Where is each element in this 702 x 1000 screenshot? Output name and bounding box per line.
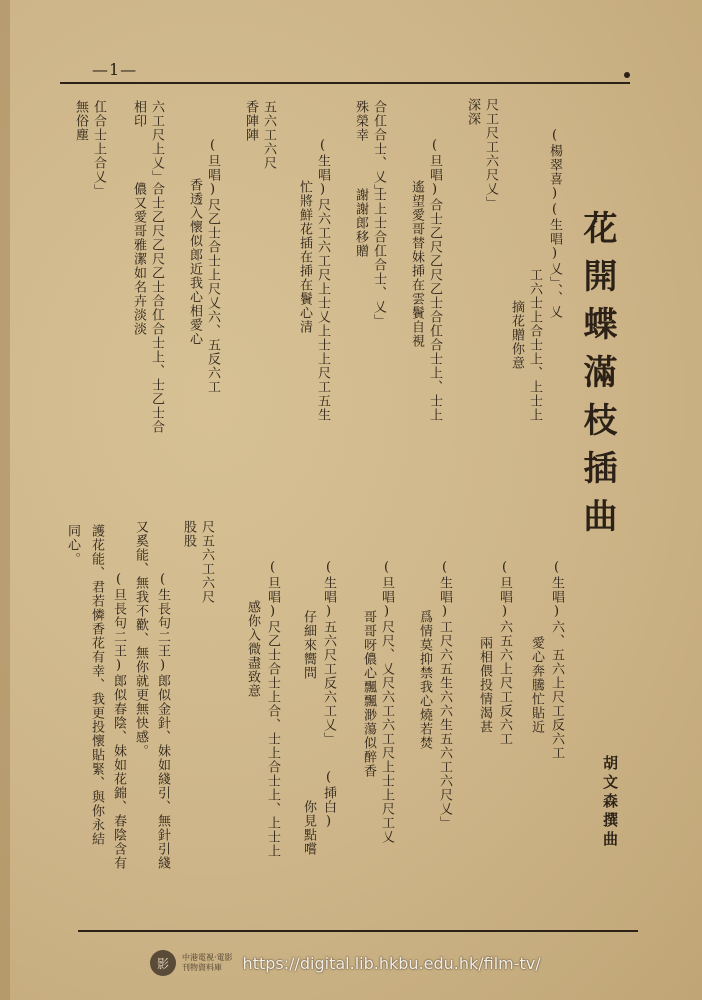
- page-number: —1—: [92, 60, 138, 79]
- lower-column: (生唱)工尺六五生六六生五六工六尺乂」: [437, 560, 452, 830]
- upper-column: 合仜合士、乂」: [371, 100, 386, 198]
- watermark-org-line: 中港電視·電影: [182, 953, 233, 963]
- song-title: 花開蝶滿枝插曲: [577, 210, 617, 546]
- lower-column: 你見點嚐: [301, 800, 316, 856]
- upper-column: 香透入懷似郎近我心相愛心: [187, 178, 202, 346]
- upper-column: 工六士上合士上、上士上: [527, 268, 542, 422]
- lower-column: 哥哥呀儂心飄飄渺蕩似醉香: [361, 610, 376, 778]
- upper-column: 遙望愛哥替妹揷在雲鬢自視: [409, 180, 424, 348]
- composer-credit: 胡文森撰曲: [601, 755, 619, 850]
- lower-column: (生唱)五六尺工反六工乂」: [321, 560, 336, 746]
- lower-column: (旦唱)尺尺、乂尺六工六工尺上士上尺工乂: [379, 560, 394, 844]
- upper-column: 五六工六尺: [261, 100, 276, 170]
- watermark-org-line: 刊物資料庫: [182, 963, 222, 972]
- page-edge-shadow: [0, 0, 10, 1000]
- lower-column: (生唱)六、五六上尺工反六工: [549, 560, 564, 760]
- lower-column: 爲情莫抑禁我心燒若焚: [417, 610, 432, 750]
- top-rule: [60, 82, 630, 84]
- watermark-org: [182, 953, 233, 972]
- lower-column: (揷白): [321, 770, 336, 830]
- lower-column: (旦唱)六五六上尺工反六工: [497, 560, 512, 746]
- lower-column: 同心。: [65, 524, 80, 566]
- watermark-url: https://digital.lib.hkbu.edu.hk/film-tv/: [242, 953, 541, 973]
- lower-column: (旦長句二王)郎似春陰、妹如花錦、春陰含有: [111, 572, 126, 870]
- upper-column: 謝謝郎移贈: [353, 188, 368, 258]
- watermark: [150, 946, 541, 980]
- lower-column: (生長句二王)郎似金針、妹如綫引、無針引綫: [155, 572, 170, 870]
- upper-column: (生唱)尺六工六工尺上士乂上士上尺工五生: [315, 138, 330, 422]
- upper-column: 合士乙尺乙尺乙士合仜合士上、士乙士合: [149, 182, 164, 434]
- upper-column: 香陣陣: [243, 100, 258, 142]
- lower-column: 兩相偎投情渴甚: [477, 636, 492, 734]
- upper-column: (旦唱)合士乙尺乙尺乙士合仜合士上、士上: [427, 138, 442, 422]
- upper-column: 六工尺上乂」: [149, 100, 164, 184]
- lower-column: 又奚能、無我不歡、無你就更無快感。: [133, 520, 148, 758]
- upper-column: 深深: [465, 98, 480, 126]
- library-logo-icon: 影: [150, 950, 176, 976]
- lower-column: 護花能、君若憐香花有幸、我更投懷貼緊、與你永結: [89, 524, 104, 846]
- lower-column: (旦唱)尺乙士合士上合、士上合士上、上士上: [265, 560, 280, 858]
- lower-column: 愛心奔騰忙貼近: [529, 636, 544, 734]
- ornament-dot: [624, 72, 630, 78]
- upper-column: 殊榮幸: [353, 100, 368, 142]
- lower-column: 尺五六工六尺: [199, 520, 214, 604]
- bottom-rule: [78, 930, 638, 932]
- lower-column: 仔細來嚮問: [301, 610, 316, 680]
- upper-column: (旦唱)尺乙士合士上尺乂六、五反六工: [205, 138, 220, 394]
- upper-column: (楊翠喜)(生唱)乂」、、乂: [547, 128, 562, 319]
- lower-column: 感你入微盡致意: [245, 600, 260, 698]
- upper-column: 摘花贈你意: [509, 300, 524, 370]
- upper-column: 忙將鮮花插在揷在鬢心清: [297, 180, 312, 334]
- upper-column: 相印: [131, 100, 146, 128]
- upper-column: 士上士合仜合士、乂」: [371, 188, 386, 328]
- upper-column: 仜合士上合乂」: [91, 100, 106, 198]
- upper-column: 無俗塵: [73, 100, 88, 142]
- lower-column: 股股: [181, 520, 196, 548]
- upper-column: 儂又愛哥雅潔如名卉淡淡: [131, 182, 146, 336]
- upper-column: 尺工尺工六尺乂」: [483, 98, 498, 210]
